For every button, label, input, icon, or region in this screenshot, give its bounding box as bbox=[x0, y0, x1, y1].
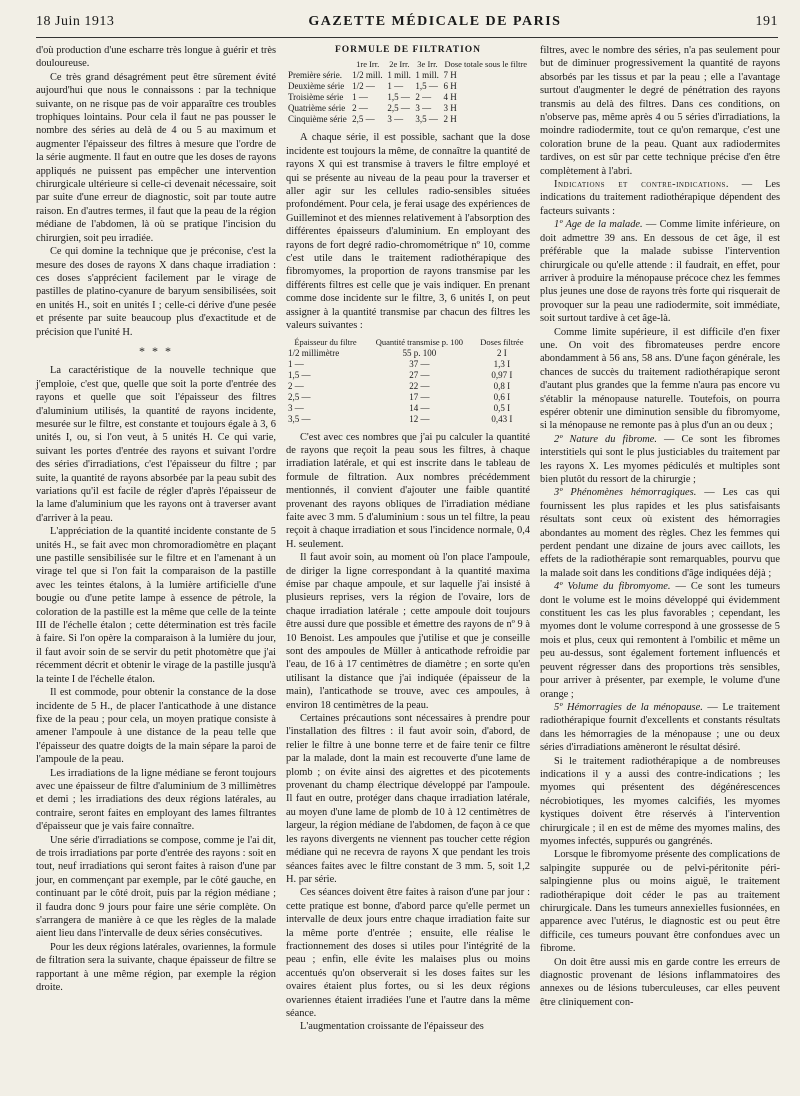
table-cell: 17 — bbox=[409, 391, 430, 402]
item-label: 4º Volume du fibromyome. bbox=[554, 581, 671, 593]
table-cell: 0,5 I bbox=[493, 402, 511, 413]
paragraph bbox=[540, 433, 780, 487]
table-cell: 0,8 I bbox=[493, 380, 511, 391]
table-cell: 1 mill. bbox=[415, 70, 439, 81]
table-cell: 2 — bbox=[352, 103, 368, 114]
item-label: 3º Phénomènes hémorragiques. bbox=[554, 487, 697, 499]
table-header bbox=[286, 59, 350, 70]
formula-table bbox=[286, 59, 530, 125]
table-cell: 1/2 mill. bbox=[352, 70, 383, 81]
item-label: 2º Nature du fibrome. bbox=[554, 433, 657, 445]
table-cell: 3,5 — bbox=[288, 413, 311, 424]
table-cell: 1,5 — bbox=[415, 81, 438, 92]
paragraph: d'où production d'une escharre très longue à guérir et très douloureuse. bbox=[36, 45, 276, 70]
paragraph-text: — Ce sont les fibromes interstitiels qui sont le plus justiciables du traitement par les rayons X. Les myomes pédiculés et multiples sont bien plutôt du ressort de la chirurgie ; bbox=[540, 433, 780, 485]
table-cell: Première série. bbox=[288, 70, 342, 81]
table-cell: 1 — bbox=[387, 81, 404, 92]
table-row bbox=[286, 103, 530, 114]
paragraph: filtres, avec le nombre des séries, n'a pas seulement pour but de diminuer progressivement la quantité de rayons absorbés par les tissus et par la peau ; elle a l'avantage surtout d'augmenter le degré de pénétration des rayons transmis au delà des filtres. Dans ces conditions, on n'observe pas, même après 4 ou 5 séries d'irradiations, la moindre radiodermite, tout ce qu'on remarque, c'est une coloration brune de la peau. Quant aux radiodermites tardives, on est sûr par cette technique précise d'en être complètement à l'abri. bbox=[540, 45, 780, 177]
paragraph bbox=[540, 701, 780, 755]
paragraph: Lorsque le fibromyome présente des complications de salpingite suppurée ou de pelvi-péritonite péri-salpingienne plus ou moins aiguë, le traitement radiothérapique doit céder le pas au traitement chirurgicale. Dans les tumeurs annexielles fusionnées, en apparence avec l'utérus, le diagnostic est ou peut être difficile, ces tumeurs pouvant être confondues avec un fibrome. bbox=[540, 849, 780, 955]
header-title: GAZETTE MÉDICALE DE PARIS bbox=[308, 14, 562, 29]
table-cell: Deuxième série bbox=[288, 81, 345, 92]
table-cell: Quatrième série bbox=[288, 103, 346, 114]
table-row bbox=[286, 392, 530, 403]
paragraph bbox=[540, 580, 780, 701]
table-header: Épaisseur du filtre bbox=[294, 336, 357, 347]
column-1 bbox=[36, 44, 276, 994]
table-header: Dose totale sous le filtre bbox=[444, 59, 528, 70]
table-cell: Cinquième série bbox=[288, 114, 347, 125]
paragraph: La caractéristique de la nouvelle technique que j'emploie, c'est que, quelle que soit la porte d'entrée des rayons et quelle que soit l'épaisseur des filtres d'aluminium utilisés, la quantité de rayons incidente, mesurée sur le filtre, est constante et toujours égale à 3, 6 unités I, ou, si l'on veut, à 5 unités H. Ce qui varie, suivant les portes d'entrée des rayons et suivant l'ordre des séries d'irradiations, c'est l'épaisseur du filtre ; par suite, la quantité de rayons absorbée par la peau subit des variations qu'il est facile de régler d'après l'épaisseur de la lame d'aluminium que les rayons ont à traverser avant d'arriver à la peau. bbox=[36, 365, 276, 524]
item-label: 1º Age de la malade. bbox=[554, 219, 643, 231]
table-row bbox=[286, 348, 530, 359]
paragraph-text: — Comme limite inférieure, on doit admettre 39 ans. En dessous de cet âge, il est préférable que la malade subisse l'intervention chirurgicale ou qu'elle attende : il faudrait, en effet, pour arriver à produire la ménopause précoce chez les femmes plus jeunes une dose de rayons très forte qui risquerait de provoquer sur la peau une radiodermite, soit immédiate, soit surtout tardive à cet âge-là. bbox=[540, 219, 780, 325]
table-cell: 0,43 I bbox=[491, 413, 513, 424]
table-cell: 22 — bbox=[409, 380, 430, 391]
paragraph-text: — Les indications du traitement radiothérapique dépendent des facteurs suivants : bbox=[540, 179, 780, 217]
table-row bbox=[286, 359, 530, 370]
table-cell: 2 I bbox=[497, 347, 507, 358]
table-cell: 1 — bbox=[352, 92, 368, 103]
table-cell: 0,97 I bbox=[491, 369, 513, 380]
table-cell: 3 — bbox=[387, 114, 404, 125]
paragraph: Pour les deux régions latérales, ovariennes, la formule de filtration sera la suivante, chaque épaisseur de filtre se rapportant à une même région, par exemple la région droite. bbox=[36, 941, 276, 994]
paragraph: Ce très grand désagrément peut être sûrement évité aujourd'hui que nous le connaissons : par la technique suivante, on ne risque pas de voir apparaître ces troubles trophiques lointains. Pour cela il faut ne pas pousser le nombre des séries au delà de 4 ou 5 au maximum et augmenter l'épaisseur des filtres à mesure que l'ordre de la série augmente. Il faut en outre que les doses de rayons appliqués ne puissent pas empêcher une intervention chirurgicale ultérieure si celle-ci devenait nécessaire, soit par suite d'une erreur de diagnostic, soit par toute autre raison. En d'autres termes, il faut que la peau de la région médiane de l'abdomen, là où se pratique l'incision du chirurgien, soit peu irradiée. bbox=[36, 71, 276, 244]
paragraph: Une série d'irradiations se compose, comme je l'ai dit, de trois irradiations par porte d'entrée des rayons : soit en tout, neuf irradiations qui seront faites à raison d'une par jour, en commençant par exemple, par le côté gauche, en continuant par le côté droit, puis par la région médiane ; il faudra donc 9 jours pour faire une série complète. On s'arrangera de manière à ce que les règles de la malade aient lieu dans l'intervalle de deux séries consécutives. bbox=[36, 834, 276, 940]
header-page-number: 191 bbox=[755, 14, 778, 29]
paragraph: On doit être aussi mis en garde contre les erreurs de diagnostic provenant de lésions inflammatoires des annexes ou de lésions tuberculeuses, car elles peuvent être cliniquement con- bbox=[540, 956, 780, 1008]
table-cell: 1 mill. bbox=[387, 70, 411, 81]
table-cell: 2,5 — bbox=[288, 391, 311, 402]
table-row bbox=[286, 414, 530, 425]
table-cell: 3 — bbox=[288, 402, 304, 413]
table-row bbox=[286, 92, 530, 103]
paragraph: Ce qui domine la technique que je préconise, c'est la mesure des doses de rayons X dans chaque irradiation : ces doses s'apprécient facilement par le virage de pastilles de platino-cyanure de baryum sensibilisées, soit en unités H., soit en unités I ; celle-ci dérive d'une pesée et présente par suite beaucoup plus d'exactitude et de précision que l'unité H. bbox=[36, 246, 276, 338]
table-cell: 2 — bbox=[415, 92, 432, 103]
table-cell: 4 H bbox=[443, 92, 457, 103]
paragraph-text: — Ce sont les tumeurs dont le volume est le moins développé qui évidemment constituent les cas les plus favorables ; cependant, les myomes dont le volume correspond à une grossesse de 5 mois et plus, ceux qui remontent à l'ombilic et même un peu au-dessus, sont également fortement influencés et peuvent régresser dans des proportions très sensibles, pour arriver à présenter, par exemple, le volume d'une orange ; bbox=[540, 581, 780, 700]
table-cell: 1,3 I bbox=[493, 358, 511, 369]
header-rule bbox=[36, 37, 778, 38]
table-header: Doses filtrée bbox=[480, 336, 524, 347]
paragraph: Les irradiations de la ligne médiane se feront toujours avec une épaisseur de filtre d'aluminium de 3 millimètres et demi ; les irradiations des deux régions latérales, au contraire, seront faites en employant des lames filtrantes d'épaisseur que je vais faire connaître. bbox=[36, 767, 276, 833]
table-cell: 6 H bbox=[443, 81, 457, 92]
table-cell: 7 H bbox=[443, 70, 457, 81]
page-header bbox=[36, 14, 778, 36]
paragraph: C'est avec ces nombres que j'ai pu calculer la quantité de rayons que reçoit la peau sous les filtres, à chaque irradiation latérale, et qui est inscrite dans le tableau de formule de filtration. Aux nombres précédemment mentionnés, il convient d'ajouter une faible quantité provenant des rayons obliques de l'irradiation médiane faite avec 3 mm. 5 d'aluminium : sous un tel filtre, la peau reçoit à chaque irradiation et sous l'incidence normale, 0,4 H. seulement. bbox=[286, 431, 530, 550]
column-3 bbox=[540, 44, 780, 1009]
table-header: 2e Irr. bbox=[389, 59, 410, 70]
paragraph: L'appréciation de la quantité incidente constante de 5 unités H., se fait avec mon chromoradiomètre en plaçant une pastille sensibilisée sur le filtre et en l'amenant à un virage tel que si l'on fait la comparaison de la pastille avec les teintes étalons, à la lumière artificielle d'une bougie ou d'une petite lampe à essence de pétrole, la coloration de la pastille est la même que celle de la teinte III de l'échelle étalon ; cette détermination est très facile à faire. Si l'on opère la comparaison à la lumière du jour, il faut avoir soin de se servir du petit photomètre que j'ai récemment décrit et obtenir le virage de la pastille jusqu'à la teinte I de l'échelle étalon. bbox=[36, 526, 276, 685]
table-cell: 14 — bbox=[409, 402, 430, 413]
table-cell: Troisième série bbox=[288, 92, 344, 103]
table-header: 1re Irr. bbox=[356, 59, 380, 70]
table-row bbox=[286, 81, 530, 92]
section-separator: * * * bbox=[139, 343, 173, 358]
table-row bbox=[286, 114, 530, 125]
table-cell: 0,6 I bbox=[493, 391, 511, 402]
table-cell: 3,5 — bbox=[415, 114, 438, 125]
section-heading-paragraph bbox=[540, 178, 780, 218]
paragraph: Si le traitement radiothérapique a de nombreuses indications il y a aussi des contre-indications ; les myomes qui présentent des dégénérescences nécrobiotiques, les myomes calcifiés, les myomes kystiques doivent être réservés à l'intervention chirurgicale ; il en est de même des myomes malins, des myomes infectés, suppurés ou gangrénés. bbox=[540, 755, 780, 847]
table-row bbox=[286, 403, 530, 414]
header-date: 18 Juin 1913 bbox=[36, 14, 115, 29]
column-2 bbox=[286, 44, 530, 1034]
table-header: 3e Irr. bbox=[417, 59, 438, 70]
table-cell: 2,5 — bbox=[387, 103, 410, 114]
table-cell: 1/2 millimètre bbox=[288, 347, 340, 358]
paragraph-text: — Les cas qui fournissent les plus rapides et les plus satisfaisants résultats sont ceux où existent des hémorragies abondantes au moment des règles. Chez les femmes qui perdent pendant une dizaine de jours avec caillots, les effets de la radiothérapie sont remarquables, pourvu que la malade soit dans les conditions d'âge indiquées déjà ; bbox=[540, 487, 780, 579]
table-cell: 3 — bbox=[415, 103, 432, 114]
table-row bbox=[286, 381, 530, 392]
paragraph: Ces séances doivent être faites à raison d'une par jour : cette pratique est bonne, d'abord parce qu'elle permet un intervalle de deux jours entre chaque irradiation faite sur la même porte d'entrée ; ensuite, elle réalise le fractionnement des doses si utiles pour l'intégrité de la peau ; enfin, elle évite les malaises plus ou moins accentués qu'on observerait si les doses faites sur les ovaires étaient plus fortes, ou si les deux régions ovariennes étaient irradiées l'une et l'autre dans la même séance. bbox=[286, 887, 530, 1019]
formula-table-caption: FORMULE DE FILTRATION bbox=[334, 45, 482, 55]
table-cell: 1 — bbox=[288, 358, 304, 369]
transmission-table bbox=[286, 337, 530, 425]
table-cell: 1,5 — bbox=[387, 92, 410, 103]
table-cell: 2 — bbox=[288, 380, 304, 391]
table-header: Quantité transmise p. 100 bbox=[375, 336, 464, 347]
table-cell: 1,5 — bbox=[288, 369, 311, 380]
table-cell: 27 — bbox=[409, 369, 430, 380]
paragraph: Il faut avoir soin, au moment où l'on place l'ampoule, de diriger la ligne correspondant à la quantité maxima émise par chaque ampoule, et sur laquelle j'ai insisté à plusieurs reprises, vers la région de l'ovaire, lors de chaque irradiation latérale ; cette ampoule doit toujours être aussi dure que possible et émettre des rayons de nº 9 à 10 Benoist. Les ampoules que j'utilise et que je conseille sont des ampoules de Müller à anticathode refroidie par l'eau, de 16 à 17 centimètres de diamètre ; en sorte qu'en utilisant la distance que j'ai indiquée (épaisseur de la main), l'anticathode se trouve, avec ces ampoules, à environ 18 centimètres de la peau. bbox=[286, 552, 530, 711]
paragraph-text: — Le traitement radiothérapique fournit d'excellents et constants résultats dans les hémorragies de la ménopause ; une ou deux séries d'irradiations amèneront le résultat désiré. bbox=[540, 701, 780, 754]
paragraph: A chaque série, il est possible, sachant que la dose incidente est toujours la même, de connaître la quantité de rayons X qui est transmise à travers le filtre employé et qui se présente au niveau de la peau pour la traverser et aller agir sur les cellules radio-sensibles situées profondément. Pour cela, je ferai usage des expériences de Guilleminot et des miennes relativement à l'absorption des différentes épaisseurs d'aluminium. En employant des rayons de fort degré radio-chromométrique nº 10, comme c'est utile dans le traitement radiothérapique des fibromyomes, la proportion de rayons transmise par les différents filtres est celle que je vais indiquer. En prenant comme dose incidente sur le filtre, 3, 6 unités I, on peut assigner à la quantité transmise par chacun des filtres les valeurs suivantes : bbox=[286, 132, 530, 332]
paragraph bbox=[540, 486, 780, 580]
table-cell: 12 — bbox=[409, 413, 430, 424]
section-heading: Indications et contre-indications. bbox=[554, 179, 729, 191]
item-label: 5º Hémorragies de la ménopause. bbox=[554, 701, 703, 713]
table-cell: 1/2 — bbox=[352, 81, 375, 92]
paragraph: L'augmentation croissante de l'épaisseur des bbox=[300, 1021, 484, 1033]
table-cell: 55 p. 100 bbox=[402, 347, 437, 358]
paragraph: Comme limite supérieure, il est difficile d'en fixer une. On voit des fibromateuses perdre encore abondamment à 56 ans, 58 ans. D'une façon générale, les chances de succès du traitement radiothérapique seront d'autant plus grandes que la femme n'aura pas encore vu s'établir la ménopause naturelle. Toutefois, on pourra espérer obtenir une diminution sensible du fibromyome, si la ménopause ne remonte pas à plus d'un an ou deux ; bbox=[540, 326, 780, 432]
table-cell: 37 — bbox=[409, 358, 430, 369]
paragraph: Certaines précautions sont nécessaires à prendre pour l'installation des filtres : il faut avoir soin, d'abord, de relier le filtre à une bonne terre et de faire tenir ce filtre par la malade, dont la main est recouverte d'une lame de plomb ; on évite ainsi des aigrettes et des picotements provenant du champ électrique développé par l'ampoule. Il faut en outre, protéger dans chaque irradiation latérale, au moyen d'une lame de plomb de 10 à 12 centimètres de largeur, la région médiane de l'abdomen, de façon à ce que les rayons divergents ne viennent pas toucher cette région médiane qui ne recevra de rayons X que pendant les trois séances faites avec le filtre constant de 3 mm. 5, soit 1,2 H. par série. bbox=[286, 713, 530, 885]
table-row bbox=[286, 370, 530, 381]
table-cell: 2 H bbox=[443, 114, 457, 125]
table-row bbox=[286, 70, 530, 81]
table-cell: 2,5 — bbox=[352, 114, 375, 125]
paragraph bbox=[540, 218, 780, 325]
table-cell: 3 H bbox=[443, 103, 457, 114]
paragraph: Il est commode, pour obtenir la constance de la dose incidente de 5 H., de placer l'anticathode à une distance fixe de la peau ; pour cela, un moyen pratique consiste à amener l'ampoule à une distance de la peau telle que l'épaisseur des quatre doigts de la main sépare la paroi de l'ampoule de la peau. bbox=[36, 687, 276, 766]
